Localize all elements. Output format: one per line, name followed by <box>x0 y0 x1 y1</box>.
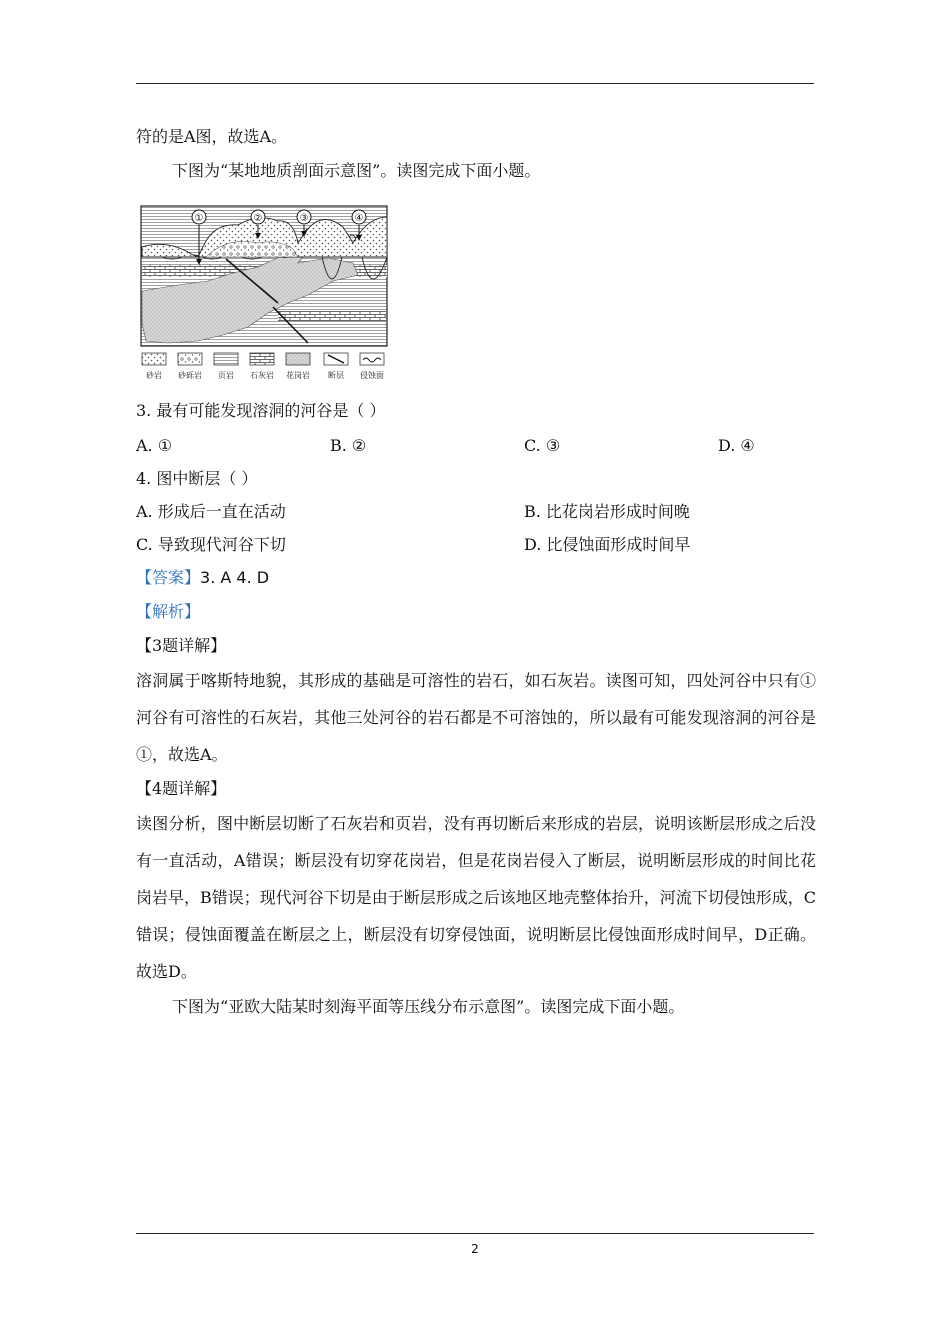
question-4-option-a[interactable]: A. 形成后一直在活动 <box>136 502 286 521</box>
question-3-option-d[interactable]: D. ④ <box>718 436 755 455</box>
legend-label-fault: 断层 <box>328 371 344 380</box>
figure2-caption: 下图为“亚欧大陆某时刻海平面等压线分布示意图”。读图完成下面小题。 <box>172 997 685 1016</box>
answer-text: 3. A 4. D <box>200 568 270 587</box>
question-4-stem: 4. 图中断层（ ） <box>136 469 258 488</box>
legend-label-limestone: 石灰岩 <box>250 371 274 380</box>
footer-rule <box>136 1233 814 1234</box>
legend-label-conglomerate: 砂砾岩 <box>178 371 202 380</box>
svg-text:③: ③ <box>299 213 309 224</box>
legend-swatch-limestone <box>250 353 274 365</box>
legend-label-granite: 花岗岩 <box>286 371 310 380</box>
legend-swatch-sandstone <box>142 353 166 365</box>
answer-label: 【答案】 <box>136 568 201 587</box>
detail-3-heading: 【3题详解】 <box>136 636 227 655</box>
analysis-label: 【解析】 <box>136 602 201 621</box>
answer-line <box>136 568 269 588</box>
question-4-option-c[interactable]: C. 导致现代河谷下切 <box>136 535 286 554</box>
detail-4-text: 读图分析，图中断层切断了石灰岩和页岩，没有再切断后来形成的岩层，说明该断层形成之后没有一直活动，A错误；断层没有切穿花岗岩，但是花岗岩侵入了断层，说明断层形成的时间比花岗岩早，B错误；现代河谷下切是由于断层形成之后该地区地壳整体抬升，河流下切侵蚀形成，C错误；侵蚀面覆盖在断层之上，断层没有切穿侵蚀面，说明断层比侵蚀面形成时间早，D正确。故选D。 <box>136 814 817 981</box>
svg-text:④: ④ <box>354 213 364 224</box>
detail-3-text: 溶洞属于喀斯特地貌，其形成的基础是可溶性的岩石，如石灰岩。读图可知，四处河谷中只有①河谷有可溶性的石灰岩，其他三处河谷的岩石都是不可溶蚀的，所以最有可能发现溶洞的河谷是①，故选A。 <box>136 671 816 764</box>
limestone-layer-lower <box>278 311 386 321</box>
question-3-option-a[interactable]: A. ① <box>136 436 173 455</box>
geologic-section-figure <box>138 203 390 383</box>
svg-text:①: ① <box>194 213 204 224</box>
svg-text:②: ② <box>253 213 263 224</box>
legend <box>142 353 384 380</box>
question-4-option-b[interactable]: B. 比花岗岩形成时间晚 <box>524 502 690 521</box>
figure1-caption: 下图为“某地地质剖面示意图”。读图完成下面小题。 <box>172 161 541 180</box>
question-3-option-b[interactable]: B. ② <box>330 436 367 455</box>
question-3-stem: 3. 最有可能发现溶洞的河谷是（ ） <box>136 401 386 420</box>
legend-swatch-granite <box>286 353 310 365</box>
page-number: 2 <box>471 1242 479 1256</box>
legend-label-sandstone: 砂岩 <box>146 371 162 380</box>
header-rule <box>136 83 814 84</box>
legend-swatch-shale <box>214 353 238 365</box>
legend-label-shale: 页岩 <box>218 371 234 380</box>
legend-swatch-conglomerate <box>178 353 202 365</box>
question-4-option-d[interactable]: D. 比侵蚀面形成时间早 <box>524 535 691 554</box>
detail-4-heading: 【4题详解】 <box>136 779 227 798</box>
legend-label-erosion: 侵蚀面 <box>360 371 384 380</box>
question-3-option-c[interactable]: C. ③ <box>524 436 561 455</box>
intro-line: 符的是A图，故选A。 <box>136 127 288 146</box>
